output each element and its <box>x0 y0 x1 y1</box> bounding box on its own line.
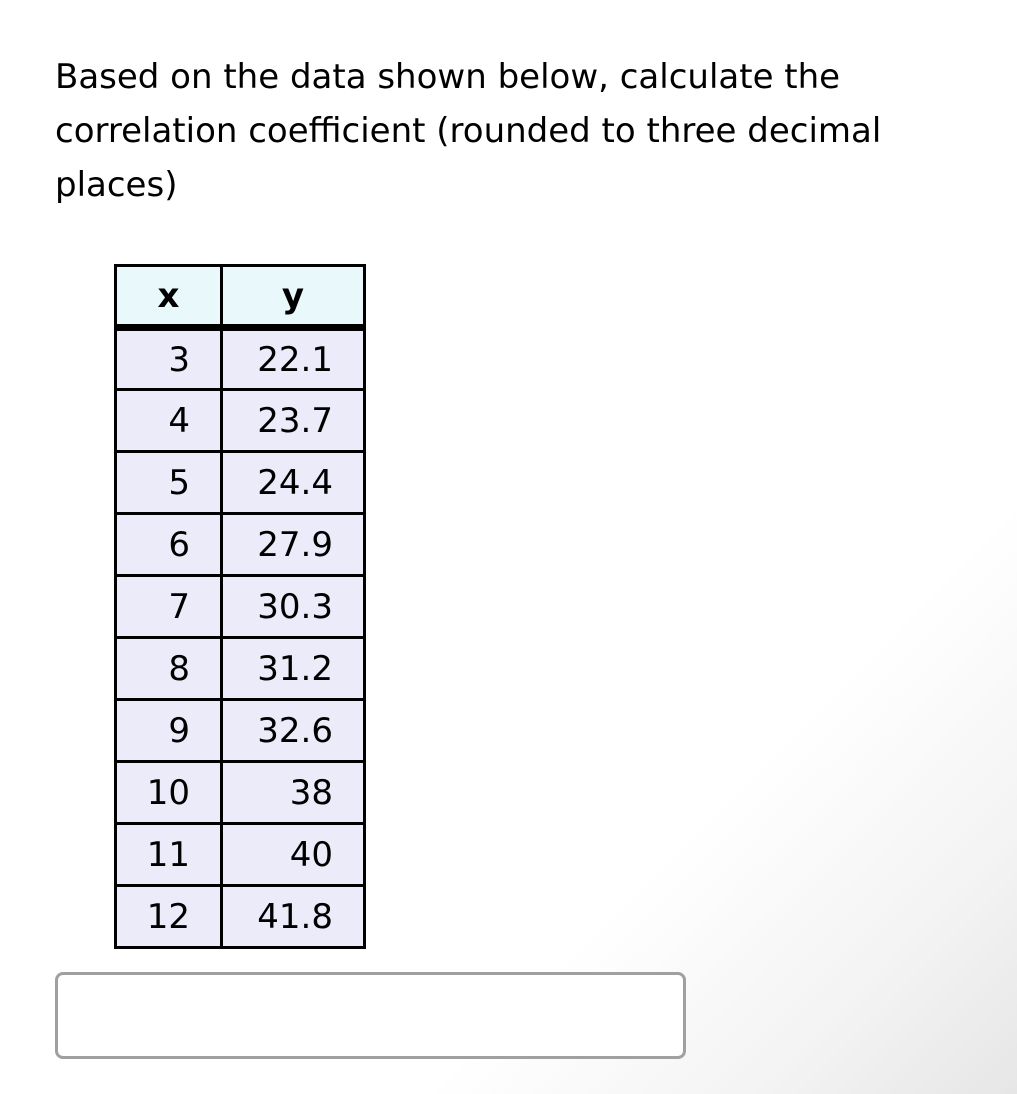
table-row <box>116 762 365 824</box>
table-row <box>116 638 365 700</box>
cell-y: 40 <box>222 824 365 886</box>
cell-x: 4 <box>116 390 222 452</box>
answer-input[interactable] <box>55 972 686 1059</box>
cell-x: 5 <box>116 452 222 514</box>
cell-x: 9 <box>116 700 222 762</box>
table-row <box>116 514 365 576</box>
header-x: x <box>116 266 222 328</box>
cell-y: 30.3 <box>222 576 365 638</box>
cell-y: 41.8 <box>222 886 365 948</box>
cell-x: 10 <box>116 762 222 824</box>
data-table <box>114 264 366 949</box>
table-row <box>116 452 365 514</box>
table-row <box>116 700 365 762</box>
table-row <box>116 328 365 390</box>
table-row <box>116 886 365 948</box>
cell-y: 38 <box>222 762 365 824</box>
table-header-row <box>116 266 365 328</box>
cell-x: 8 <box>116 638 222 700</box>
table-row <box>116 824 365 886</box>
cell-x: 6 <box>116 514 222 576</box>
table-row <box>116 390 365 452</box>
cell-x: 7 <box>116 576 222 638</box>
table-row <box>116 576 365 638</box>
cell-x: 11 <box>116 824 222 886</box>
cell-x: 12 <box>116 886 222 948</box>
cell-x: 3 <box>116 328 222 390</box>
cell-y: 22.1 <box>222 328 365 390</box>
cell-y: 31.2 <box>222 638 365 700</box>
cell-y: 32.6 <box>222 700 365 762</box>
cell-y: 24.4 <box>222 452 365 514</box>
header-y: y <box>222 266 365 328</box>
question-text: Based on the data shown below, calculate the correlation coefficient (rounded to three decimal places) <box>55 57 882 205</box>
cell-y: 23.7 <box>222 390 365 452</box>
cell-y: 27.9 <box>222 514 365 576</box>
